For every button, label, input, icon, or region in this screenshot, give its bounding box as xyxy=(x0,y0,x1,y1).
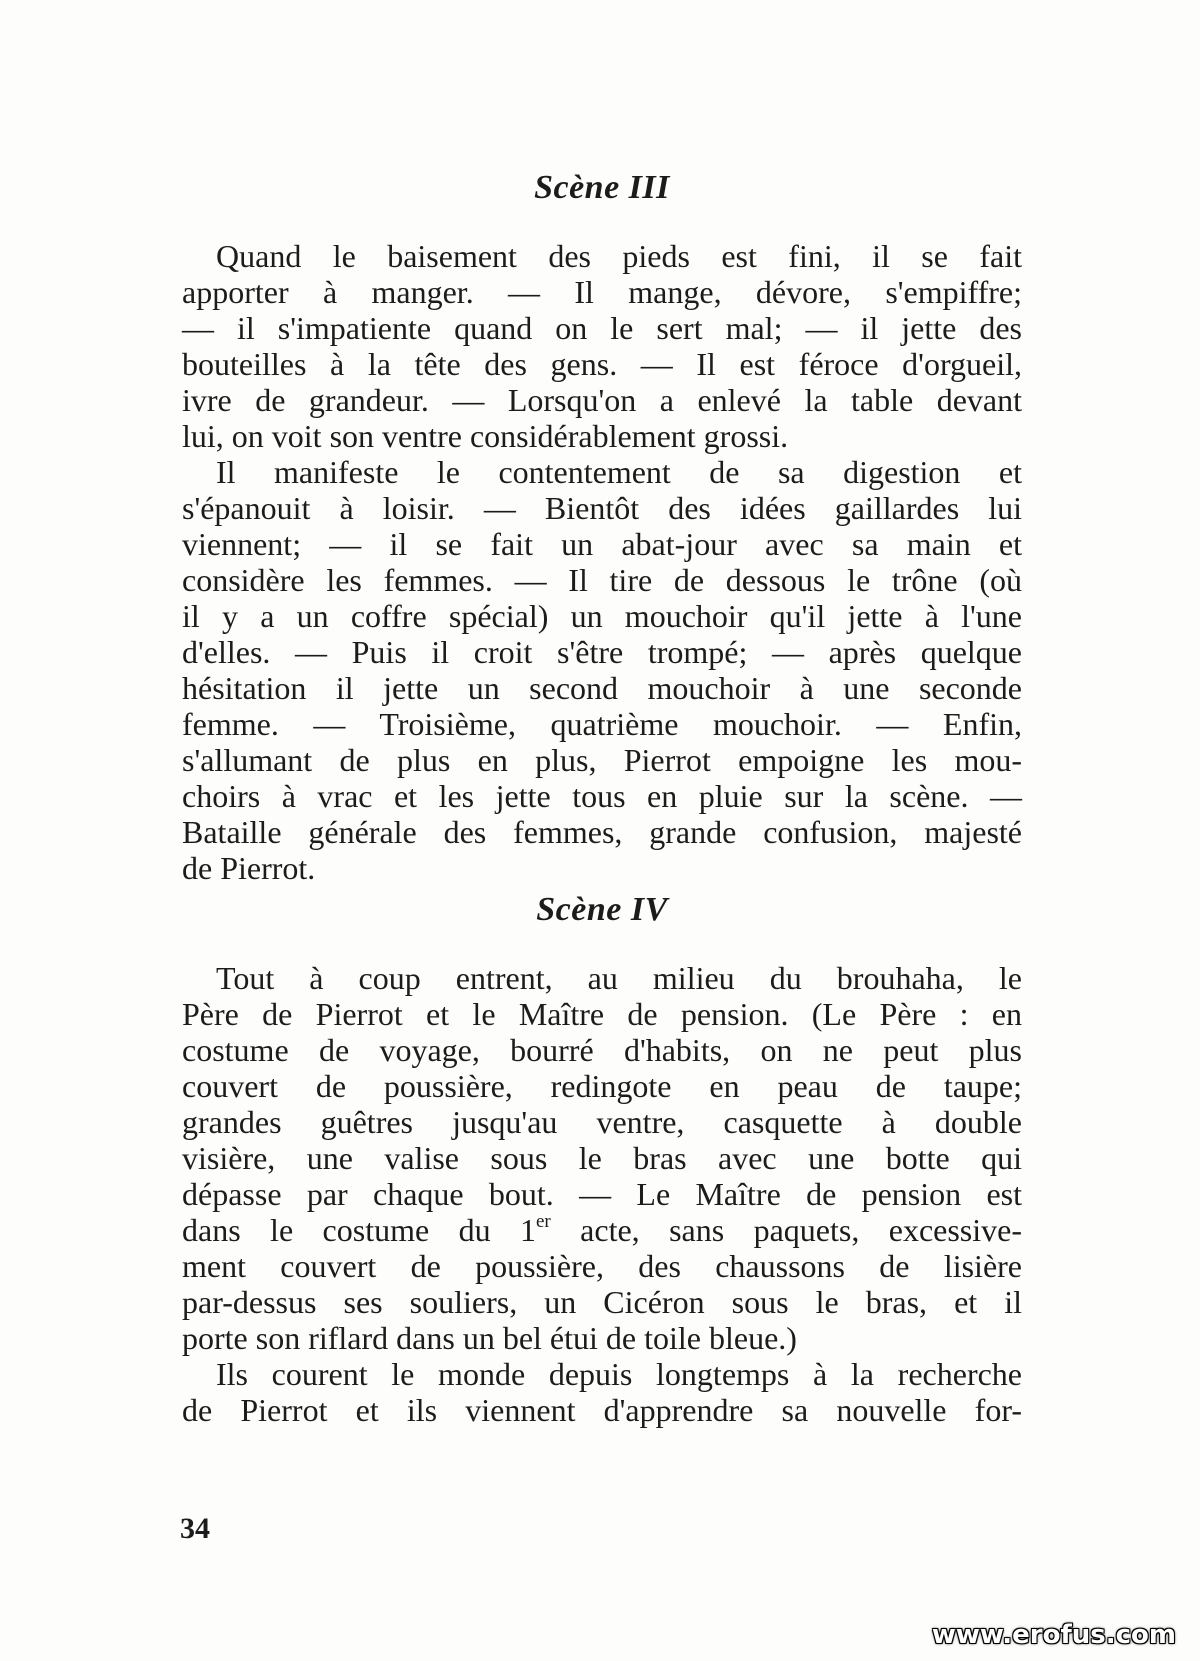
text-line: dépasse par chaque bout. — Le Maître de pension est xyxy=(182,1176,1022,1212)
text-line: lui, on voit son ventre considérablement grossi. xyxy=(182,418,789,454)
text-line: Bataille générale des femmes, grande confusion, majesté xyxy=(182,814,1022,850)
text-line: choirs à vrac et les jette tous en pluie sur la scène. — xyxy=(182,778,1022,814)
text-line: par-dessus ses souliers, un Cicéron sous le bras, et il xyxy=(182,1284,1022,1320)
superscript: er xyxy=(536,1211,551,1232)
text-line: ment couvert de poussière, des chaussons de lisière xyxy=(182,1248,1022,1284)
scene-iii-paragraph-2 xyxy=(182,454,1022,886)
text-line: porte son riflard dans un bel étui de toile bleue.) xyxy=(182,1320,797,1356)
text-line: s'allumant de plus en plus, Pierrot empoigne les mou- xyxy=(182,742,1022,778)
text-line: costume de voyage, bourré d'habits, on ne peut plus xyxy=(182,1032,1022,1068)
text-line: Ils courent le monde depuis longtemps à la recherche xyxy=(216,1356,1022,1392)
scene-iv-paragraph-2 xyxy=(182,1356,1022,1428)
text-fragment: dans le costume du 1 xyxy=(182,1212,536,1248)
text-line: Père de Pierrot et le Maître de pension. (Le Père : en xyxy=(182,996,1022,1032)
text-line: bouteilles à la tête des gens. — Il est féroce d'orgueil, xyxy=(182,346,1022,382)
text-line: Quand le baisement des pieds est fini, il se fait xyxy=(216,238,1022,274)
text-line: il y a un coffre spécial) un mouchoir qu'il jette à l'une xyxy=(182,598,1022,634)
text-line: d'elles. — Puis il croit s'être trompé; — après quelque xyxy=(182,634,1022,670)
scene-iii-paragraph-1 xyxy=(182,238,1022,454)
scene-iv-text xyxy=(182,960,1022,1428)
text-line: Tout à coup entrent, au milieu du brouhaha, le xyxy=(216,960,1022,996)
text-line-with-superscript xyxy=(182,1212,1022,1248)
scene-iv-heading: Scène IV xyxy=(536,891,668,928)
page-body xyxy=(182,168,1022,1428)
text-line: considère les femmes. — Il tire de dessous le trône (où xyxy=(182,562,1022,598)
text-line: Il manifeste le contentement de sa digestion et xyxy=(216,454,1022,490)
text-line: ivre de grandeur. — Lorsqu'on a enlevé la table devant xyxy=(182,382,1022,418)
text-line: grandes guêtres jusqu'au ventre, casquette à double xyxy=(182,1104,1022,1140)
text-line: viennent; — il se fait un abat-jour avec sa main et xyxy=(182,526,1022,562)
text-line: hésitation il jette un second mouchoir à une seconde xyxy=(182,670,1022,706)
page-number: 34 xyxy=(180,1512,210,1545)
site-watermark: www.erofus.com xyxy=(931,1620,1176,1650)
scene-iii-text xyxy=(182,238,1022,886)
text-line: visière, une valise sous le bras avec une botte qui xyxy=(182,1140,1022,1176)
text-line: — il s'impatiente quand on le sert mal; — il jette des xyxy=(182,310,1022,346)
text-line: femme. — Troisième, quatrième mouchoir. — Enfin, xyxy=(182,706,1022,742)
text-line: s'épanouit à loisir. — Bientôt des idées gaillardes lui xyxy=(182,490,1022,526)
text-line: de Pierrot et ils viennent d'apprendre sa nouvelle for- xyxy=(182,1392,1022,1428)
scene-iv-paragraph-1 xyxy=(182,960,1022,1356)
text-line: apporter à manger. — Il mange, dévore, s'empiffre; xyxy=(182,274,1022,310)
scene-iii-heading: Scène III xyxy=(534,169,670,206)
text-fragment: acte, sans paquets, excessive- xyxy=(550,1212,1022,1248)
text-line: de Pierrot. xyxy=(182,850,316,886)
text-line: couvert de poussière, redingote en peau de taupe; xyxy=(182,1068,1022,1104)
